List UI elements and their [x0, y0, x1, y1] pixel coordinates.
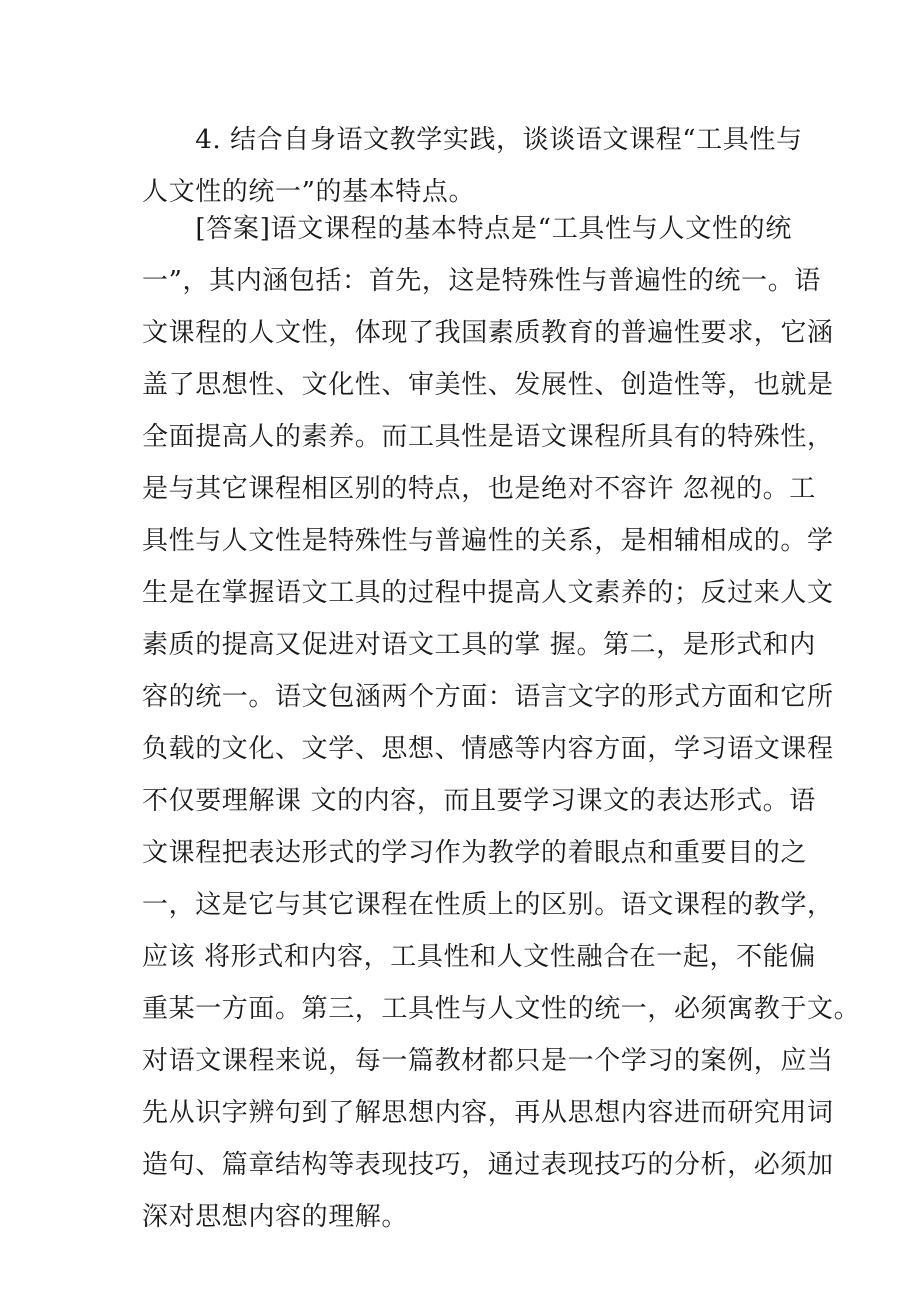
answer-line: 是与其它课程相区别的特点，也是绝对不容许 忽视的。工: [142, 474, 816, 504]
answer-line: 对语文课程来说，每一篇教材都只是一个学习的案例，应当: [142, 1046, 834, 1076]
answer-line: 不仅要理解课 文的内容，而且要学习课文的表达形式。语: [142, 786, 816, 816]
answer-line: 容的统一。语文包涵两个方面：语言文字的形式方面和它所: [142, 682, 834, 712]
answer-line: 造句、篇章结构等表现技巧，通过表现技巧的分析，必须加: [142, 1150, 834, 1180]
answer-line: [答案]语文课程的基本特点是“工具性与人文性的统: [142, 214, 792, 244]
question-line: 人文性的统一”的基本特点。: [142, 177, 476, 207]
answer-line: 重某一方面。第三，工具性与人文性的统一，必须寓教于文。: [142, 994, 861, 1024]
answer-line: 一，这是它与其它课程在性质上的区别。语文课程的教学，: [142, 890, 834, 920]
answer-line: 全面提高人的素养。而工具性是语文课程所具有的特殊性，: [142, 422, 834, 452]
answer-line: 先从识字辨句到了解思想内容，再从思想内容进而研究用词: [142, 1098, 834, 1128]
answer-paragraph: [142, 203, 861, 1243]
answer-line: 生是在掌握语文工具的过程中提高人文素养的；反过来人文: [142, 578, 834, 608]
answer-line: 盖了思想性、文化性、审美性、发展性、创造性等，也就是: [142, 370, 834, 400]
answer-line: 文课程把表达形式的学习作为教学的着眼点和重要目的之: [142, 838, 808, 868]
answer-line: 负载的文化、文学、思想、情感等内容方面，学习语文课程: [142, 734, 834, 764]
answer-line: 深对思想内容的理解。: [142, 1202, 409, 1232]
question-line: 4. 结合自身语文教学实践，谈谈语文课程“工具性与: [142, 125, 803, 155]
answer-line: 应该 将形式和内容，工具性和人文性融合在一起，不能偏: [142, 942, 816, 972]
answer-line: 一”，其内涵包括：首先，这是特殊性与普遍性的统一。语: [142, 266, 821, 296]
answer-line: 具性与人文性是特殊性与普遍性的关系，是相辅相成的。学: [142, 526, 834, 556]
answer-line: 文课程的人文性，体现了我国素质教育的普遍性要求，它涵: [142, 318, 834, 348]
answer-line: 素质的提高又促进对语文工具的掌 握。第二，是形式和内: [142, 630, 816, 660]
